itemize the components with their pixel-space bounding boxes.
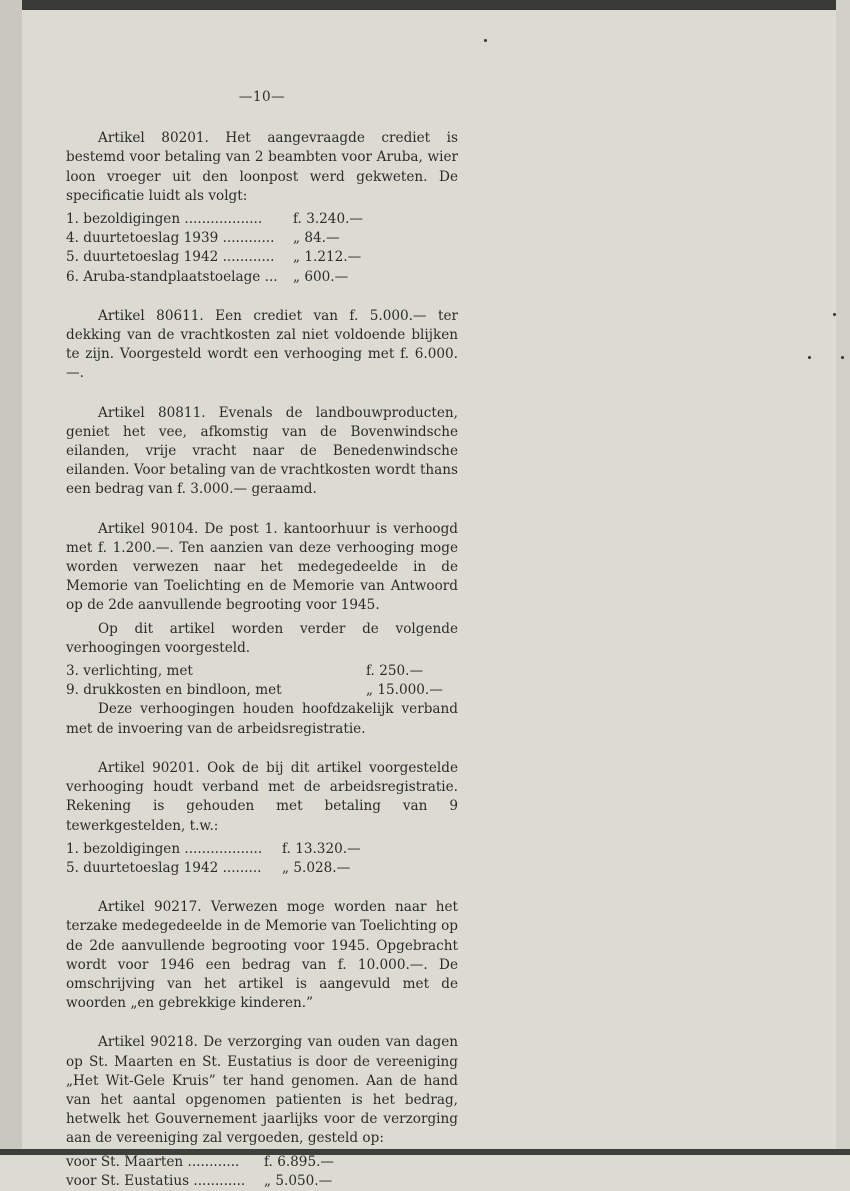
dust-speck xyxy=(808,356,811,359)
dust-speck xyxy=(833,313,836,316)
dust-speck xyxy=(841,356,844,359)
paragraph-art90104-note: Deze verhoogingen houden hoofdzakelijk verband met de invoering van de arbeidsregistratie. xyxy=(66,701,458,737)
amount-list-90218 xyxy=(66,1153,458,1191)
paragraph-art90218: Artikel 90218. De verzorging van ouden van dagen op St. Maarten en St. Eustatius is door de vereeniging „Het Wit-Gele Kruis” ter hand genomen. Aan de hand van het aantal opgenomen patienten is het bedrag, hetwelk het Gouvernement jaarlijks voor de verzorging aan de vereeniging zal vergoeden, gesteld op: xyxy=(66,1034,458,1147)
increase-list-90104 xyxy=(66,662,458,700)
list-item: voor St. Maarten ............ f. 6.895.— xyxy=(66,1153,335,1170)
specification-list-90201 xyxy=(66,840,458,878)
paragraph-art90201: Artikel 90201. Ook de bij dit artikel voorgestelde verhooging houdt verband met de arbeidsregistratie. Rekening is gehouden met betaling van 9 tewerkgestelden, t.w.: xyxy=(66,759,458,834)
scan-top-edge xyxy=(0,0,850,10)
scan-left-margin xyxy=(0,0,22,1155)
paragraph-art80611: Artikel 80611. Een crediet van f. 5.000.— ter dekking van de vrachtkosten zal niet voldoende blijken te zijn. Voorgesteld wordt een verhooging met f. 6.000.—. xyxy=(66,307,458,382)
specification-list-80201 xyxy=(66,210,458,287)
paragraph-art90104-continued: Op dit artikel worden verder de volgende verhoogingen voorgesteld. xyxy=(66,620,458,656)
scan-right-edge xyxy=(836,0,850,1155)
list-item: 9. drukkosten en bindloon, met „ 15.000.— xyxy=(66,682,443,699)
list-item: 5. duurtetoeslag 1942 ............ „ 1.212.— xyxy=(66,249,362,266)
page-number: —10— xyxy=(238,89,286,105)
list-item: voor St. Eustatius ............ „ 5.050.— xyxy=(66,1172,333,1189)
list-item: 1. bezoldigingen .................. f. 13.320.— xyxy=(66,840,361,857)
list-item: 5. duurtetoeslag 1942 ......... „ 5.028.— xyxy=(66,859,351,876)
list-item: 6. Aruba-standplaatstoelage ... „ 600.— xyxy=(66,268,349,285)
list-item: 4. duurtetoeslag 1939 ............ „ 84.— xyxy=(66,230,340,247)
document-page xyxy=(66,88,458,1191)
dust-speck xyxy=(484,39,487,42)
paragraph-art80201: Artikel 80201. Het aangevraagde crediet is bestemd voor betaling van 2 beambten voor Aruba, wier loon vroeger uit den loonpost werd gekweten. De specificatie luidt als volgt: xyxy=(66,130,458,204)
paragraph-art80811: Artikel 80811. Evenals de landbouwproducten, geniet het vee, afkomstig van de Bovenwindsche eilanden, vrije vracht naar de Benedenwindsche eilanden. Voor betaling van de vrachtkosten wordt thans een bedrag van f. 3.000.— geraamd. xyxy=(66,404,458,498)
list-item: 3. verlichting, met f. 250.— xyxy=(66,663,424,680)
paragraph-art90217: Artikel 90217. Verwezen moge worden naar het terzake medegedeelde in de Memorie van Toelichting op de 2de aanvullende begrooting voor 1945. Opgebracht wordt voor 1946 een bedrag van f. 10.000.—. De omschrijving van het artikel is aangevuld met de woorden „en gebrekkige kinderen.” xyxy=(66,899,458,1012)
list-item: 1. bezoldigingen .................. f. 3.240.— xyxy=(66,211,364,228)
paragraph-art90104: Artikel 90104. De post 1. kantoorhuur is verhoogd met f. 1.200.—. Ten aanzien van deze verhooging moge worden verwezen naar het medegedeelde in de Memorie van Toelichting en de Memorie van Antwoord op de 2de aanvullende begrooting voor 1945. xyxy=(66,520,458,614)
